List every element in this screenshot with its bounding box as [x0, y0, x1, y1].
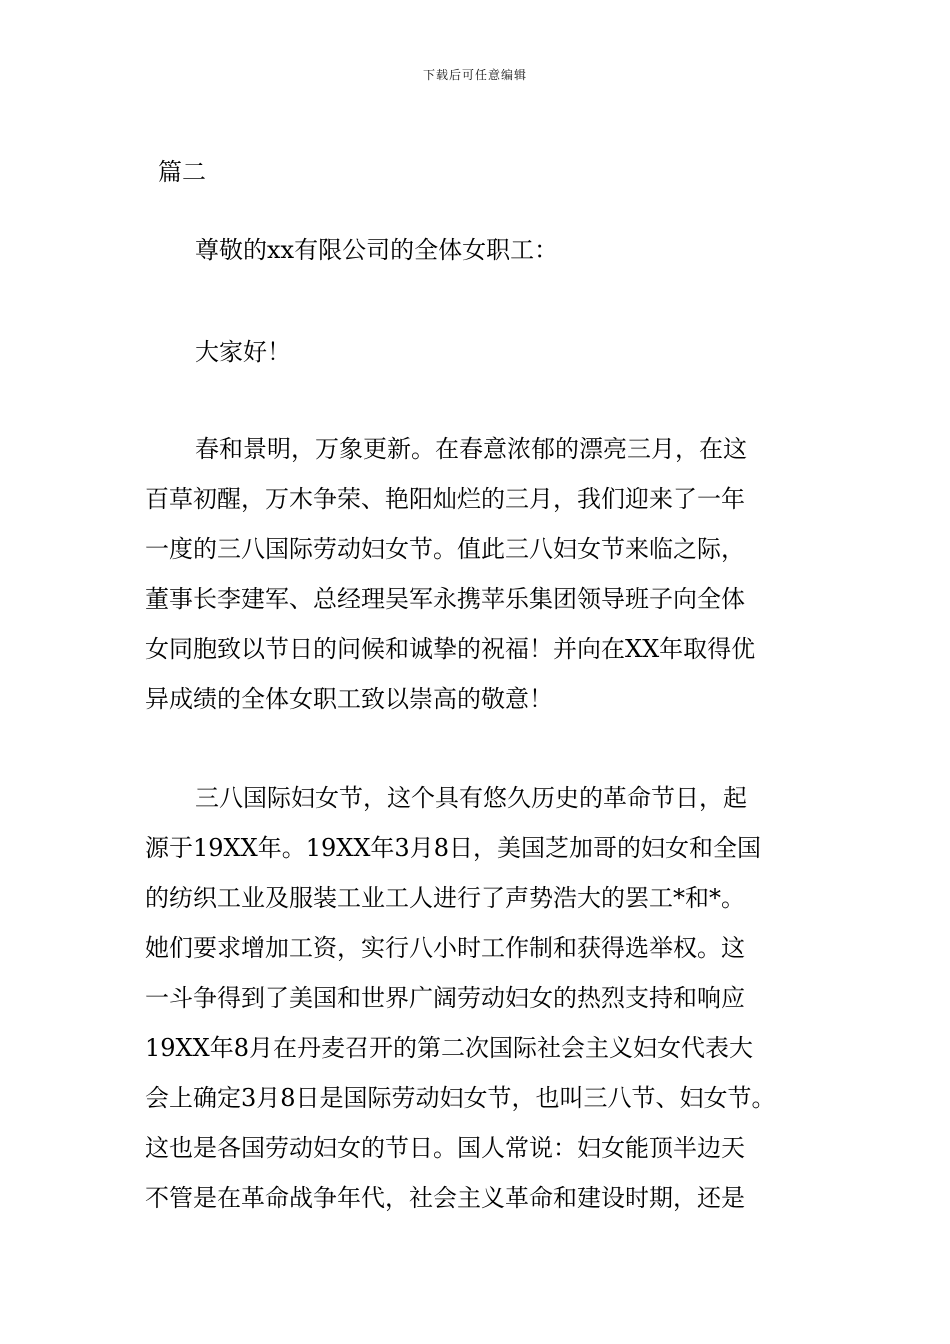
paragraph-line: 异成绩的全体女职工致以崇高的敬意！ — [145, 685, 553, 713]
paragraph-line: 源于19XX年。19XX年3月8日，美国芝加哥的妇女和全国 — [145, 834, 761, 862]
header-note: 下载后可任意编辑 — [422, 68, 527, 82]
paragraph-line: 这也是各国劳动妇女的节日。国人常说：妇女能顶半边天 — [145, 1134, 745, 1162]
paragraph-line: 一斗争得到了美国和世界广阔劳动妇女的热烈支持和响应 — [145, 984, 745, 1012]
paragraph-line: 的纺织工业及服装工业工人进行了声势浩大的罢工*和*。 — [145, 884, 745, 912]
paragraph-2 — [145, 773, 835, 1223]
paragraph-line: 百草初醒，万木争荣、艳阳灿烂的三月，我们迎来了一年 — [145, 485, 745, 513]
paragraph-line: 一度的三八国际劳动妇女节。值此三八妇女节来临之际， — [145, 535, 745, 563]
paragraph-line: 不管是在革命战争年代，社会主义革命和建设时期，还是 — [145, 1184, 745, 1212]
section-title: 篇二 — [158, 158, 206, 186]
paragraph-line: 19XX年8月在丹麦召开的第二次国际社会主义妇女代表大 — [145, 1034, 753, 1062]
salutation: 尊敬的xx有限公司的全体女职工： — [195, 236, 559, 264]
paragraph-line: 会上确定3月8日是国际劳动妇女节，也叫三八节、妇女节。 — [145, 1084, 776, 1112]
paragraph-line: 她们要求增加工资，实行八小时工作制和获得选举权。这 — [145, 934, 745, 962]
paragraph-line: 三八国际妇女节，这个具有悠久历史的革命节日，起 — [195, 784, 747, 812]
paragraph-line: 董事长李建军、总经理吴军永携苹乐集团领导班子向全体 — [145, 585, 745, 613]
greeting: 大家好！ — [195, 338, 291, 366]
paragraph-line: 春和景明，万象更新。在春意浓郁的漂亮三月，在这 — [195, 435, 747, 463]
paragraph-line: 女同胞致以节日的问候和诚挚的祝福！并向在XX年取得优 — [145, 635, 756, 663]
paragraph-1 — [145, 424, 835, 724]
